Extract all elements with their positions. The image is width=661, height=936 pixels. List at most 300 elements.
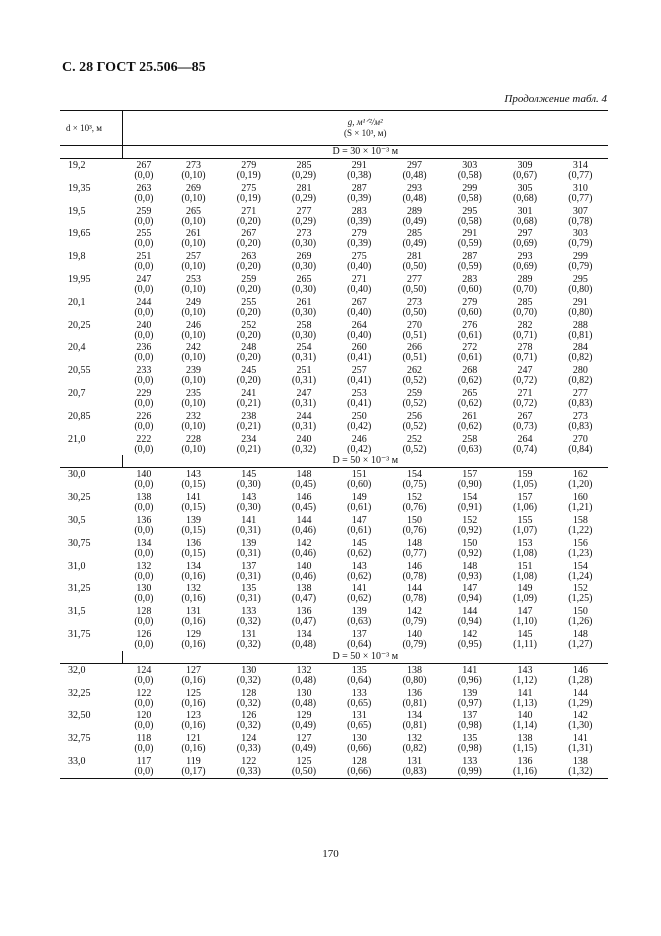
table-cell	[122, 410, 166, 433]
cell-s-value: (0,47)	[291, 593, 317, 605]
table-cell	[166, 296, 221, 319]
cell-s-value: (0,0)	[134, 306, 154, 318]
table-cell	[221, 687, 276, 710]
table-cell	[497, 433, 552, 456]
cell-s-value: (0,0)	[134, 524, 154, 536]
cell-g-value: 264	[517, 433, 533, 445]
table-cell	[332, 387, 387, 410]
table-row	[60, 687, 608, 710]
cell-g-value: 260	[351, 342, 367, 354]
table-cell	[332, 491, 387, 514]
table-cell	[387, 560, 442, 583]
cell-g-value: 273	[572, 410, 588, 422]
cell-s-value: (0,41)	[347, 352, 372, 364]
cell-g-value: 233	[136, 365, 152, 377]
table-cell	[221, 205, 276, 228]
row-d-value: 20,4	[68, 342, 86, 354]
cell-s-value: (0,0)	[134, 616, 154, 628]
cell-g-value: 148	[572, 628, 588, 640]
table-cell	[221, 227, 276, 250]
cell-g-value: 157	[462, 469, 478, 481]
cell-g-value: 299	[572, 251, 588, 263]
section-header-spacer	[60, 146, 122, 159]
table-cell	[122, 319, 166, 342]
cell-s-value: (0,81)	[402, 697, 427, 709]
cell-s-value: (0,32)	[236, 638, 261, 650]
table-cell	[442, 628, 497, 651]
cell-g-value: 135	[351, 664, 367, 676]
cell-g-value: 138	[517, 733, 533, 745]
cell-s-value: (0,71)	[512, 329, 538, 341]
table-cell	[553, 227, 608, 250]
table-cell	[497, 341, 552, 364]
cell-s-value: (0,72)	[512, 375, 538, 387]
table-cell	[497, 582, 552, 605]
table-cell	[497, 491, 552, 514]
cell-s-value: (0,95)	[457, 638, 482, 650]
cell-g-value: 126	[136, 628, 152, 640]
column-header-g-line1: g, м¹ᐟ²/м²	[347, 117, 383, 127]
cell-g-value: 301	[517, 205, 533, 217]
cell-g-value: 138	[407, 664, 423, 676]
cell-g-value: 268	[462, 365, 478, 377]
cell-s-value: (0,77)	[568, 192, 593, 204]
cell-s-value: (0,32)	[236, 720, 261, 732]
cell-g-value: 151	[351, 469, 367, 481]
cell-g-value: 144	[572, 687, 588, 699]
cell-s-value: (0,78)	[402, 570, 427, 582]
table-cell	[166, 514, 221, 537]
table-cell	[332, 560, 387, 583]
cell-g-value: 267	[241, 228, 257, 240]
cell-g-value: 229	[136, 387, 152, 399]
table-cell	[166, 182, 221, 205]
table-cell	[497, 687, 552, 710]
cell-g-value: 146	[407, 560, 423, 572]
cell-g-value: 270	[407, 319, 423, 331]
section-header-row	[60, 455, 608, 468]
table-body	[60, 146, 608, 779]
cell-s-value: (0,58)	[457, 192, 482, 204]
cell-g-value: 289	[517, 273, 533, 285]
table-cell	[122, 273, 166, 296]
cell-s-value: (0,20)	[236, 261, 261, 273]
cell-g-value: 267	[136, 160, 152, 171]
table-cell	[332, 605, 387, 628]
cell-s-value: (0,52)	[402, 420, 427, 432]
cell-s-value: (1,22)	[568, 524, 593, 536]
cell-g-value: 305	[517, 182, 533, 194]
cell-s-value: (0,81)	[568, 329, 593, 341]
cell-g-value: 277	[572, 387, 588, 399]
table-cell	[497, 273, 552, 296]
table-cell	[442, 709, 497, 732]
cell-s-value: (0,60)	[457, 283, 482, 295]
cell-s-value: (1,14)	[512, 720, 538, 732]
table-continuation-label: Продолжение табл. 4	[504, 93, 607, 105]
cell-s-value: (0,83)	[568, 420, 593, 432]
cell-s-value: (0,0)	[134, 443, 154, 455]
cell-s-value: (1,12)	[512, 674, 538, 686]
table-cell	[166, 755, 221, 778]
table-cell	[553, 341, 608, 364]
cell-s-value: (0,79)	[568, 261, 593, 273]
cell-s-value: (0,90)	[457, 479, 482, 491]
cell-s-value: (0,81)	[402, 720, 427, 732]
cell-s-value: (0,46)	[291, 570, 317, 582]
cell-g-value: 154	[572, 560, 588, 572]
cell-s-value: (0,93)	[457, 570, 482, 582]
table-cell	[221, 341, 276, 364]
row-d-value: 19,65	[68, 228, 91, 240]
cell-s-value: (0,16)	[181, 570, 206, 582]
table-cell	[332, 250, 387, 273]
table-cell	[387, 341, 442, 364]
table-cell	[497, 387, 552, 410]
cell-s-value: (0,91)	[457, 502, 482, 514]
table-cell	[122, 296, 166, 319]
cell-s-value: (0,10)	[181, 283, 206, 295]
cell-g-value: 291	[351, 160, 367, 171]
cell-s-value: (0,49)	[291, 743, 317, 755]
cell-s-value: (1,11)	[513, 638, 537, 650]
table-cell	[276, 410, 331, 433]
table-row	[60, 341, 608, 364]
column-header-g	[122, 111, 608, 146]
table-cell	[166, 250, 221, 273]
table-cell	[387, 410, 442, 433]
table-cell	[553, 468, 608, 491]
table-cell	[332, 537, 387, 560]
cell-g-value: 150	[462, 537, 478, 549]
table-cell	[387, 296, 442, 319]
cell-s-value: (0,92)	[457, 524, 482, 536]
cell-s-value: (0,63)	[347, 616, 372, 628]
table-cell	[166, 663, 221, 686]
cell-g-value: 271	[517, 387, 533, 399]
table-cell	[122, 560, 166, 583]
cell-s-value: (0,83)	[568, 397, 593, 409]
table-cell	[387, 182, 442, 205]
cell-g-value: 138	[296, 583, 312, 595]
cell-s-value: (0,31)	[236, 547, 261, 559]
cell-g-value: 291	[572, 296, 588, 308]
cell-s-value: (0,10)	[181, 420, 206, 432]
cell-g-value: 279	[241, 160, 257, 171]
cell-g-value: 252	[407, 433, 423, 445]
table-cell	[442, 605, 497, 628]
cell-g-value: 141	[185, 492, 201, 504]
cell-g-value: 247	[296, 387, 312, 399]
cell-g-value: 295	[462, 205, 478, 217]
table-cell	[276, 159, 331, 182]
cell-g-value: 125	[185, 687, 201, 699]
table-cell	[276, 319, 331, 342]
table-cell	[221, 319, 276, 342]
section-header-spacer	[60, 651, 122, 664]
table-cell	[442, 250, 497, 273]
row-d-value: 20,55	[68, 365, 91, 377]
cell-s-value: (0,40)	[347, 329, 372, 341]
cell-g-value: 248	[241, 342, 257, 354]
cell-s-value: (1,27)	[568, 638, 593, 650]
cell-g-value: 269	[296, 251, 312, 263]
cell-g-value: 259	[241, 273, 257, 285]
cell-s-value: (0,20)	[236, 375, 261, 387]
cell-s-value: (0,62)	[347, 547, 372, 559]
cell-g-value: 252	[241, 319, 257, 331]
cell-g-value: 273	[296, 228, 312, 240]
cell-s-value: (0,30)	[236, 502, 261, 514]
cell-s-value: (0,0)	[134, 593, 154, 605]
cell-g-value: 129	[296, 710, 312, 722]
table-cell	[332, 582, 387, 605]
cell-s-value: (0,41)	[347, 375, 372, 387]
table-cell	[221, 709, 276, 732]
cell-s-value: (0,19)	[236, 192, 261, 204]
row-d-value: 19,2	[68, 160, 86, 171]
cell-g-value: 143	[241, 492, 257, 504]
cell-s-value: (0,42)	[347, 443, 372, 455]
table-cell	[122, 514, 166, 537]
cell-s-value: (0,77)	[402, 547, 427, 559]
row-d-value: 33,0	[68, 755, 86, 767]
table-cell	[332, 296, 387, 319]
cell-g-value: 127	[296, 733, 312, 745]
cell-g-value: 251	[136, 251, 152, 263]
cell-s-value: (0,76)	[402, 524, 427, 536]
cell-g-value: 303	[462, 160, 478, 171]
cell-g-value: 152	[407, 492, 423, 504]
cell-s-value: (0,59)	[457, 261, 482, 273]
cell-g-value: 148	[296, 469, 312, 481]
table-cell	[497, 227, 552, 250]
cell-g-value: 255	[136, 228, 152, 240]
table-cell	[221, 273, 276, 296]
cell-g-value: 145	[241, 469, 257, 481]
table-cell	[332, 468, 387, 491]
table-row	[60, 387, 608, 410]
cell-g-value: 136	[136, 514, 152, 526]
cell-g-value: 124	[136, 664, 152, 676]
cell-g-value: 128	[136, 606, 152, 618]
cell-s-value: (0,30)	[291, 329, 317, 341]
table-cell	[122, 732, 166, 755]
cell-s-value: (0,31)	[236, 524, 261, 536]
table-cell	[166, 628, 221, 651]
table-cell	[276, 433, 331, 456]
cell-s-value: (0,16)	[181, 674, 206, 686]
table-cell	[122, 159, 166, 182]
table-cell	[166, 537, 221, 560]
cell-g-value: 138	[572, 755, 588, 767]
cell-g-value: 279	[351, 228, 367, 240]
cell-g-value: 283	[462, 273, 478, 285]
cell-s-value: (0,0)	[134, 743, 154, 755]
table-cell	[122, 468, 166, 491]
cell-g-value: 270	[572, 433, 588, 445]
cell-s-value: (0,39)	[347, 215, 372, 227]
table-row	[60, 296, 608, 319]
page-header: С. 28 ГОСТ 25.506—85	[62, 60, 206, 75]
cell-g-value: 244	[136, 296, 152, 308]
table-cell	[276, 364, 331, 387]
table-cell	[166, 709, 221, 732]
cell-g-value: 131	[351, 710, 367, 722]
cell-s-value: (0,15)	[181, 479, 206, 491]
cell-g-value: 258	[462, 433, 478, 445]
cell-g-value: 314	[572, 160, 588, 171]
cell-s-value: (0,82)	[402, 743, 427, 755]
table-cell	[122, 364, 166, 387]
table-cell	[221, 732, 276, 755]
table-cell	[276, 273, 331, 296]
cell-s-value: (1,30)	[568, 720, 593, 732]
cell-g-value: 253	[185, 273, 201, 285]
table-cell	[442, 560, 497, 583]
table-cell	[553, 273, 608, 296]
cell-g-value: 132	[185, 583, 201, 595]
table-cell	[221, 433, 276, 456]
cell-g-value: 295	[572, 273, 588, 285]
cell-s-value: (0,49)	[402, 238, 427, 250]
cell-g-value: 139	[462, 687, 478, 699]
cell-g-value: 141	[517, 687, 533, 699]
table-cell	[276, 755, 331, 778]
table-cell	[122, 227, 166, 250]
cell-g-value: 146	[296, 492, 312, 504]
table-cell	[332, 159, 387, 182]
table-cell	[387, 273, 442, 296]
cell-g-value: 280	[572, 365, 588, 377]
table-cell	[442, 205, 497, 228]
cell-s-value: (0,20)	[236, 352, 261, 364]
cell-s-value: (0,45)	[291, 479, 317, 491]
section-header-label: D = 50 × 10⁻³ м	[122, 651, 608, 664]
row-d-value: 31,0	[68, 560, 86, 572]
cell-g-value: 307	[572, 205, 588, 217]
cell-s-value: (0,33)	[236, 743, 261, 755]
cell-g-value: 272	[462, 342, 478, 354]
cell-g-value: 141	[351, 583, 367, 595]
table-cell	[442, 159, 497, 182]
cell-s-value: (0,0)	[134, 720, 154, 732]
cell-s-value: (0,82)	[568, 375, 593, 387]
table-cell	[553, 319, 608, 342]
cell-g-value: 287	[462, 251, 478, 263]
cell-g-value: 122	[136, 687, 152, 699]
cell-g-value: 285	[517, 296, 533, 308]
table-cell	[276, 628, 331, 651]
cell-g-value: 129	[185, 628, 201, 640]
table-cell	[122, 250, 166, 273]
cell-s-value: (0,48)	[291, 674, 317, 686]
table-cell	[332, 319, 387, 342]
cell-s-value: (0,68)	[512, 215, 538, 227]
cell-g-value: 147	[351, 514, 367, 526]
table-cell	[387, 159, 442, 182]
cell-s-value: (1,21)	[568, 502, 593, 514]
cell-s-value: (0,0)	[134, 215, 154, 227]
cell-s-value: (0,10)	[181, 375, 206, 387]
cell-s-value: (0,61)	[457, 329, 482, 341]
cell-g-value: 254	[296, 342, 312, 354]
table-cell	[553, 755, 608, 778]
table-cell	[553, 560, 608, 583]
cell-g-value: 245	[241, 365, 257, 377]
table-cell	[442, 491, 497, 514]
cell-s-value: (0,10)	[181, 261, 206, 273]
cell-g-value: 144	[296, 514, 312, 526]
cell-s-value: (0,0)	[134, 170, 154, 181]
cell-g-value: 265	[462, 387, 478, 399]
row-d-value: 30,5	[68, 514, 86, 526]
table-cell	[221, 514, 276, 537]
table-cell	[122, 663, 166, 686]
cell-g-value: 273	[407, 296, 423, 308]
cell-s-value: (1,07)	[512, 524, 538, 536]
cell-g-value: 124	[241, 733, 257, 745]
cell-g-value: 150	[572, 606, 588, 618]
cell-s-value: (0,41)	[347, 397, 372, 409]
table-cell	[442, 755, 497, 778]
cell-g-value: 133	[462, 755, 478, 767]
cell-g-value: 151	[517, 560, 533, 572]
table-cell	[276, 537, 331, 560]
cell-g-value: 257	[185, 251, 201, 263]
table-cell	[221, 296, 276, 319]
table-cell	[276, 663, 331, 686]
table-cell	[221, 491, 276, 514]
table-cell	[387, 387, 442, 410]
table-cell	[387, 491, 442, 514]
cell-g-value: 246	[351, 433, 367, 445]
cell-s-value: (0,31)	[291, 352, 317, 364]
cell-s-value: (0,58)	[457, 215, 482, 227]
cell-g-value: 257	[351, 365, 367, 377]
table-cell	[166, 491, 221, 514]
table-cell	[276, 227, 331, 250]
cell-s-value: (0,20)	[236, 238, 261, 250]
cell-s-value: (0,76)	[402, 502, 427, 514]
table-row	[60, 433, 608, 456]
cell-g-value: 130	[241, 664, 257, 676]
table-cell	[122, 182, 166, 205]
cell-s-value: (0,29)	[291, 170, 317, 181]
table-cell	[442, 341, 497, 364]
table-row	[60, 560, 608, 583]
column-header-d: d × 10³, м	[60, 111, 122, 146]
cell-g-value: 240	[136, 319, 152, 331]
cell-s-value: (0,80)	[402, 674, 427, 686]
table-cell	[166, 732, 221, 755]
table-cell	[387, 364, 442, 387]
table-row	[60, 709, 608, 732]
cell-s-value: (0,0)	[134, 283, 154, 295]
cell-g-value: 154	[462, 492, 478, 504]
cell-s-value: (0,71)	[512, 352, 538, 364]
table-row	[60, 410, 608, 433]
cell-g-value: 259	[136, 205, 152, 217]
cell-g-value: 159	[517, 469, 533, 481]
table-cell	[497, 364, 552, 387]
cell-s-value: (0,30)	[236, 479, 261, 491]
cell-g-value: 275	[351, 251, 367, 263]
row-d-value: 19,35	[68, 182, 91, 194]
cell-g-value: 155	[517, 514, 533, 526]
cell-g-value: 273	[185, 160, 201, 171]
cell-g-value: 246	[185, 319, 201, 331]
